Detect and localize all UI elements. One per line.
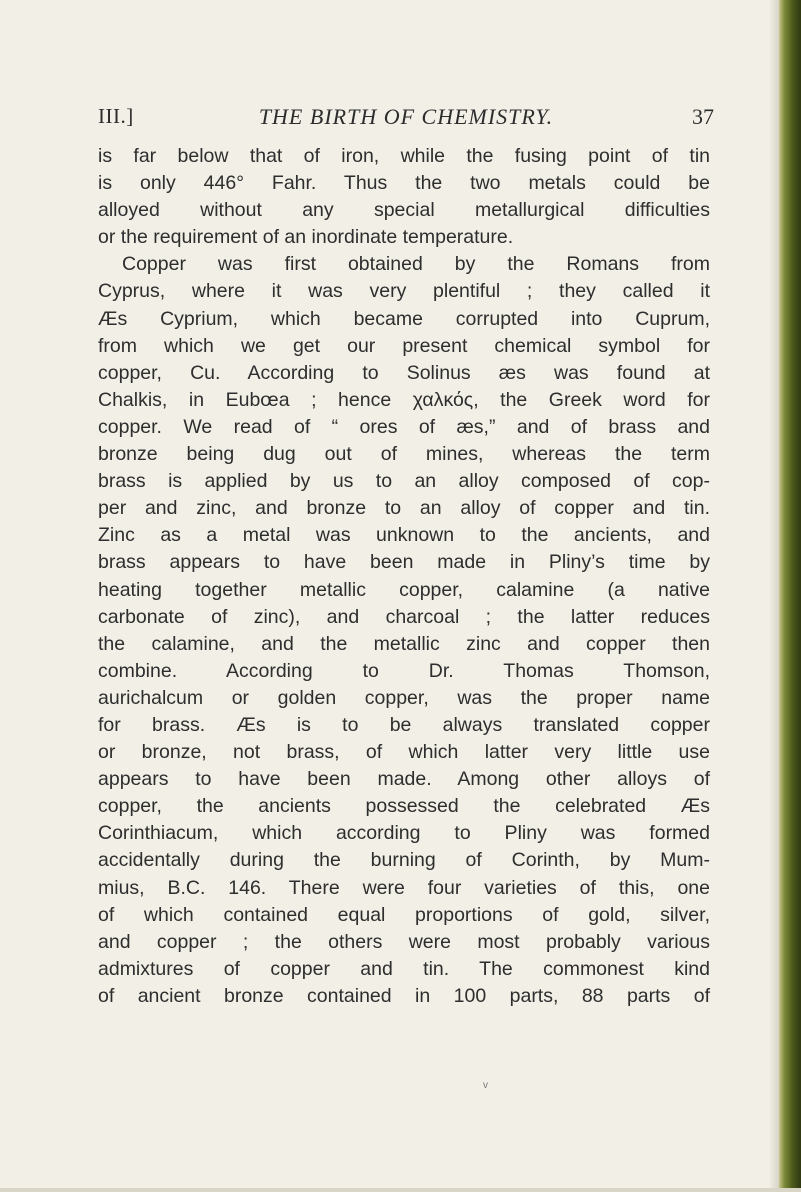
text-line: Zinc as a metal was unknown to the ancients, and [98,524,710,547]
running-header [98,104,714,138]
text-line: of ancient bronze contained in 100 parts, 88 parts of [98,984,710,1007]
text-line: mius, B.C. 146. There were four varieties of this, one [98,876,710,899]
running-title: THE BIRTH OF CHEMISTRY. [258,104,554,129]
text-line: Corinthiacum, which according to Pliny was formed [98,822,710,845]
edge-shadow [769,0,779,1192]
text-line: or the requirement of an inordinate temperature. [98,226,514,249]
book-edge [779,0,801,1192]
text-line: Chalkis, in Eubœa ; hence χαλκός, the Greek word for [98,388,710,411]
text-line: per and zinc, and bronze to an alloy of copper and tin. [98,497,710,520]
text-line: admixtures of copper and tin. The commonest kind [98,957,710,980]
text-line: or bronze, not brass, of which latter very little use [98,741,710,764]
text-line: carbonate of zinc), and charcoal ; the latter reduces [98,605,710,628]
text-line: combine. According to Dr. Thomas Thomson, [98,659,710,682]
text-line: for brass. Æs is to be always translated copper [98,713,710,736]
text-line: copper, the ancients possessed the celebrated Æs [98,795,710,818]
text-line: heating together metallic copper, calamine (a native [98,578,710,601]
text-line: Copper was first obtained by the Romans from [122,253,710,276]
page-number: 37 [692,104,714,129]
text-line: alloyed without any special metallurgical difficulties [98,199,710,222]
body-text [98,143,710,1010]
text-line: appears to have been made. Among other alloys of [98,768,710,791]
text-line: bronze being dug out of mines, whereas the term [98,443,710,466]
text-line: is far below that of iron, while the fusing point of tin [98,145,710,167]
text-line: the calamine, and the metallic zinc and copper then [98,632,710,655]
text-line: and copper ; the others were most probably various [98,930,710,953]
stray-mark: v [483,1080,488,1091]
text-line: of which contained equal proportions of gold, silver, [98,903,710,926]
text-line: is only 446° Fahr. Thus the two metals could be [98,172,710,195]
text-line: from which we get our present chemical symbol for [98,334,710,357]
chapter-marker: III.] [98,104,134,128]
text-line: brass is applied by us to an alloy composed of cop- [98,470,710,493]
text-line: copper. We read of “ ores of æs,” and of brass and [98,415,710,438]
text-line: brass appears to have been made in Pliny’s time by [98,551,710,574]
text-line: aurichalcum or golden copper, was the proper name [98,686,710,709]
bottom-shadow [0,1188,801,1192]
text-line: accidentally during the burning of Corinth, by Mum- [98,849,710,872]
text-line: copper, Cu. According to Solinus æs was found at [98,361,710,384]
text-line: Cyprus, where it was very plentiful ; they called it [98,280,710,303]
text-line: Æs Cyprium, which became corrupted into Cuprum, [98,307,710,330]
